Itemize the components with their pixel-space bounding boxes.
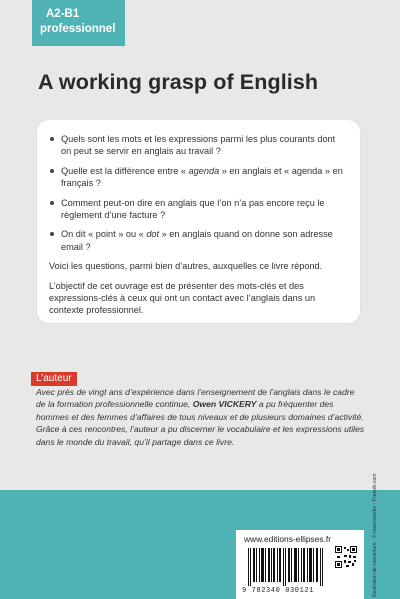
book-title: A working grasp of English bbox=[38, 70, 319, 94]
question-item: Quels sont les mots et les expressions parmi les plus courants dont on peut se servir en anglais au travail ? bbox=[49, 133, 346, 158]
questions-card bbox=[37, 120, 360, 323]
isbn-digits: 9 782340 030121 bbox=[242, 587, 315, 595]
author-label: L’auteur bbox=[31, 372, 77, 386]
barcode-icon bbox=[242, 548, 330, 586]
objective-paragraph: L’objectif de cet ouvrage est de présenter des mots-clés et des expressions-clés à ceux qui ont un contact avec l’anglais dans un contexte professionnel. bbox=[49, 280, 316, 316]
questions-list bbox=[49, 133, 346, 253]
question-item: On dit « point » ou « dot » en anglais quand on donne son adresse email ? bbox=[49, 228, 346, 253]
qr-code-icon bbox=[335, 546, 357, 568]
intro-paragraph: Voici les questions, parmi bien d’autres, auxquelles ce livre répond. bbox=[49, 261, 323, 272]
barcode-box bbox=[236, 530, 364, 599]
level-tag-line2: professionnel bbox=[40, 23, 116, 35]
question-item: Comment peut-on dire en anglais que l’on n’a pas encore reçu le règlement d’une facture ? bbox=[49, 197, 346, 222]
author-bio: Avec près de vingt ans d’expérience dans l’enseignement de l’anglais dans le cadre de la formation professionnelle continue, Owen VICKERY a pu fréquenter des hommes et des femmes d’affaires de tous niveaux et de plusieurs domaines d’activité. Grâce à ces rencontres, l’auteur a pu discerner le vocabulaire et les expressions utiles dans le monde du travail, qu’il partage dans ce livre. bbox=[36, 387, 365, 447]
level-tag bbox=[32, 0, 125, 46]
publisher-website: www.editions-ellipses.fr bbox=[244, 534, 332, 544]
question-item: Quelle est la différence entre « agenda » en anglais et « agenda » en français ? bbox=[49, 165, 346, 190]
level-tag-line1: A2-B1 bbox=[46, 8, 80, 20]
author-name: Owen VICKERY bbox=[192, 399, 257, 410]
cover-credit: Illustration de couverture : © macrovector - Freepik.com bbox=[372, 473, 378, 597]
